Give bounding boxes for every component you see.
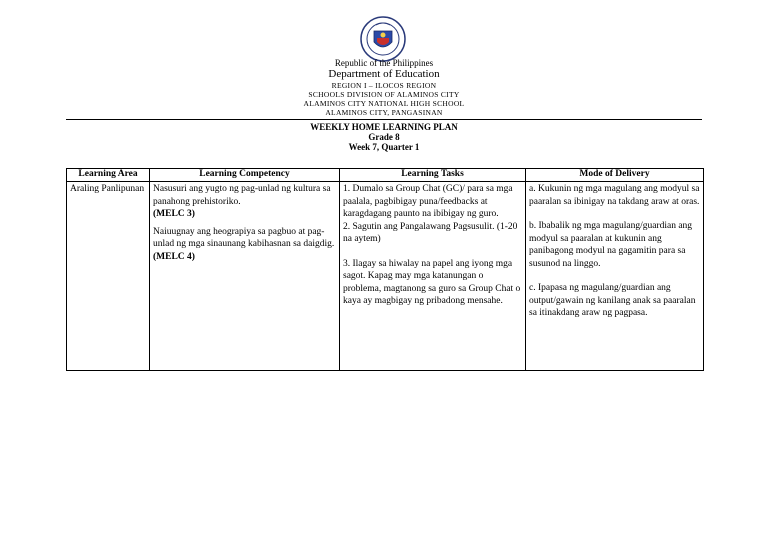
delivery-b: b. Ibabalik ng mga magulang/guardian ang modyul sa paaralan at kukunin ang panibagong modyul na gagamitin para sa susunod na linggo. [529, 221, 693, 269]
header-learning-area: Learning Area [67, 169, 150, 182]
task-3: 3. Ilagay sa hiwalay na papel ang iyong mga sagot. Kapag may mga katanungan o problema, magtanong sa guro sa Group Chat o kaya ay magbigay ng pribadong mensahe. [343, 258, 521, 306]
grade-label: Grade 8 [368, 132, 400, 142]
header-learning-tasks: Learning Tasks [340, 169, 526, 182]
header-divider [66, 119, 702, 120]
department-text: Department of Education [328, 68, 440, 80]
delivery-a: a. Kukunin ng mga magulang ang modyul sa paaralan sa ibinigay na takdang araw at oras. [529, 184, 700, 207]
tasks-cell [340, 182, 526, 371]
learning-plan-table [66, 168, 704, 371]
competency-2-code: (MELC 4) [153, 251, 195, 262]
competency-2-text: Naiuugnay ang heograpiya sa pagbuo at pag-unlad ng mga sinaunang kabihasnan sa daigdig. [153, 226, 335, 249]
learning-area-cell [67, 182, 150, 371]
competency-1 [153, 183, 336, 221]
task-1: 1. Dumalo sa Group Chat (GC)/ para sa mga paalala, pagbibigay puna/feedbacks at karagdagang paunto na ibibigay ng guro. [343, 184, 513, 219]
table-header-row [67, 169, 704, 182]
header-learning-competency: Learning Competency [150, 169, 340, 182]
competency-1-text: Nasusuri ang yugto ng pag-unlad ng kultura sa panahong prehistoriko. [153, 184, 331, 207]
task-2: 2. Sagutin ang Pangalawang Pagsusulit. (1-20 na aytem) [343, 221, 518, 244]
learning-area-text: Araling Panlipunan [70, 184, 145, 194]
region-text: REGION I – ILOCOS REGION [331, 81, 437, 90]
competency-1-code: (MELC 3) [153, 209, 195, 219]
delivery-c: c. Ipapasa ng magulang/guardian ang output/gawain ng kanilang anak sa paaralan sa itinakdang araw ng pagpasa. [529, 283, 696, 318]
week-quarter-label: Week 7, Quarter 1 [348, 142, 420, 152]
deped-seal-icon [360, 16, 406, 62]
republic-text: Republic of the Philippines [334, 58, 434, 68]
school-text: ALAMINOS CITY NATIONAL HIGH SCHOOL [303, 99, 465, 108]
table-row [67, 182, 704, 371]
header-mode-of-delivery: Mode of Delivery [526, 169, 704, 182]
competency-2 [153, 226, 336, 264]
division-text: SCHOOLS DIVISION OF ALAMINOS CITY [308, 90, 460, 99]
plan-title: WEEKLY HOME LEARNING PLAN [310, 122, 458, 132]
location-text: ALAMINOS CITY, PANGASINAN [325, 108, 443, 117]
competency-cell [150, 182, 340, 371]
delivery-cell [526, 182, 704, 371]
